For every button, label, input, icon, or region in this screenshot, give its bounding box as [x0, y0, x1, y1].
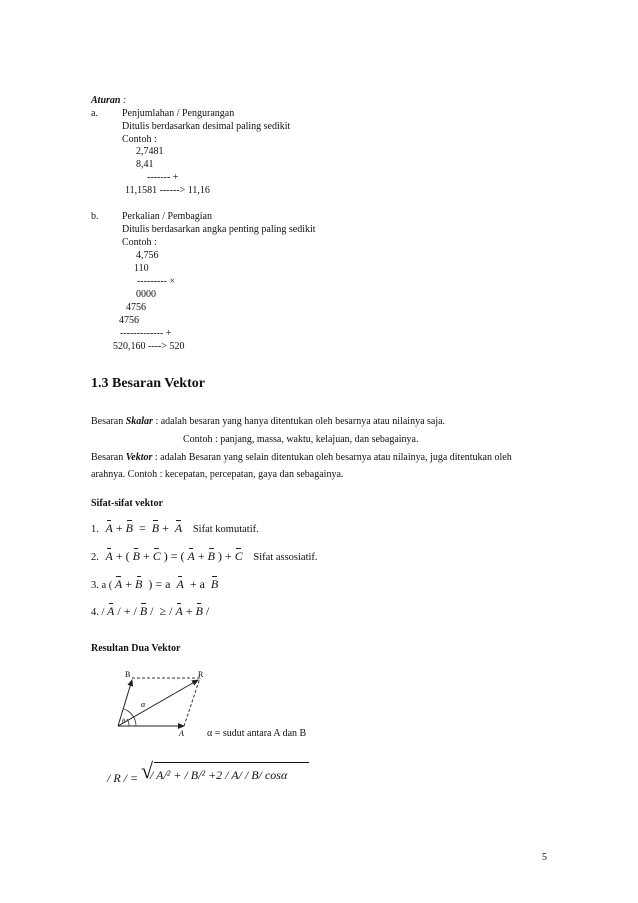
- list-letter-b: b.: [91, 211, 99, 222]
- sifat-item-3: 3. a ( A + B ) = a A + a B: [91, 577, 219, 591]
- skalar-contoh: Contoh : panjang, massa, waktu, kelajuan, dan sebagainya.: [183, 434, 419, 445]
- aturan-b-rule: Ditulis berdasarkan angka penting paling sedikit: [122, 224, 316, 235]
- resultan-title: Resultan Dua Vektor: [91, 643, 181, 654]
- vector-a: A: [175, 604, 183, 618]
- list-letter-a: a.: [91, 108, 98, 119]
- sifat-item-2: 2. A + ( B + C ) = ( A + B ) + C Sifat assosiatif.: [91, 549, 318, 563]
- angle-arc-alpha: [124, 709, 136, 726]
- aturan-b-title: Perkalian / Pembagian: [122, 211, 212, 222]
- section-title: 1.3 Besaran Vektor: [91, 376, 205, 391]
- label-a: A: [179, 729, 184, 738]
- formula-lhs: / R / =: [107, 771, 139, 785]
- aturan-a-rule: Ditulis berdasarkan desimal paling sedikit: [122, 121, 291, 132]
- vektor-definition: Besaran Vektor : adalah Besaran yang selain ditentukan oleh besarnya atau nilainya, juga ditentukan oleh: [91, 452, 512, 463]
- calc-line: 11,1581 ------> 11,16: [125, 185, 210, 196]
- vektor-definition-line2: arahnya. Contoh : kecepatan, percepatan, gaya dan sebagainya.: [91, 469, 344, 480]
- vector-b: B: [132, 549, 140, 563]
- sqrt-sign: √: [141, 758, 154, 783]
- vector-b: B: [151, 521, 160, 535]
- label-theta: θ: [122, 719, 125, 725]
- calc-line: --------- ×: [137, 276, 176, 287]
- sifat-item-1: 1. A + B = B + A Sifat komutatif.: [91, 521, 259, 535]
- page-number: 5: [542, 852, 547, 863]
- calc-line: 4756: [119, 315, 139, 326]
- dashed-side: [184, 678, 200, 726]
- calc-line: ------------- +: [120, 328, 172, 339]
- vector-c: C: [234, 549, 243, 563]
- calc-line: 0000: [136, 289, 156, 300]
- vector-b: B: [125, 521, 133, 535]
- calc-line: 2,7481: [136, 146, 164, 157]
- calc-line: 8,41: [136, 159, 154, 170]
- vector-b: B: [139, 604, 148, 618]
- aturan-b-contoh: Contoh :: [122, 237, 157, 248]
- vector-a: A: [105, 521, 113, 535]
- vector-c: C: [152, 549, 161, 563]
- vector-a: A: [187, 549, 195, 563]
- vector-b: B: [195, 604, 203, 618]
- calc-line: ------- +: [147, 172, 179, 183]
- vector-b: B: [135, 577, 143, 591]
- formula-rhs: / A/² + / B/² +2 / A/ / B/ cosα: [150, 768, 288, 782]
- sifat-item-4: 4. / A / + / B / ≥ / A + B /: [91, 604, 210, 618]
- vector-a: A: [114, 577, 123, 591]
- vector-a: A: [105, 549, 113, 563]
- aturan-a-contoh: Contoh :: [122, 134, 157, 145]
- label-r: R: [198, 670, 204, 679]
- aturan-a-title: Penjumlahan / Pengurangan: [122, 108, 235, 119]
- vector-b: B: [207, 549, 215, 563]
- label-alpha: α: [141, 700, 146, 709]
- calc-line: 110: [134, 263, 149, 274]
- label-b: B: [125, 670, 131, 679]
- calc-line: 4756: [126, 302, 146, 313]
- skalar-definition: Besaran Skalar : adalah besaran yang hanya ditentukan oleh besarnya atau nilainya saja.: [91, 416, 446, 427]
- vector-b: B: [210, 577, 219, 591]
- aturan-title: Aturan :: [91, 95, 127, 106]
- vector-a: A: [107, 604, 115, 618]
- sqrt-bar: [154, 762, 309, 763]
- calc-line: 4,756: [136, 250, 159, 261]
- sifat-title: Sifat-sifat vektor: [91, 498, 163, 509]
- vector-a: A: [176, 577, 184, 591]
- alpha-note: α = sudut antara A dan B: [207, 728, 307, 739]
- vector-a: A: [174, 521, 183, 535]
- calc-line: 520,160 ----> 520: [113, 341, 185, 352]
